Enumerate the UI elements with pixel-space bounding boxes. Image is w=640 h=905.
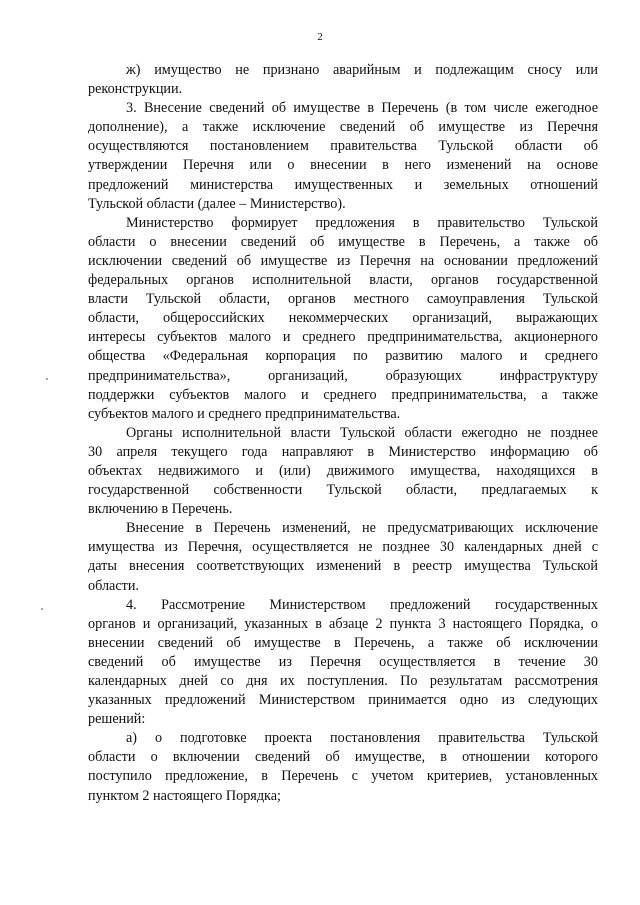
text-line: даты внесения соответствующих изменений в реестр имущества Тульской (88, 558, 598, 575)
text-line: области, общероссийских некоммерческих организаций, выражающих (88, 310, 598, 327)
text-line: поддержки субъектов малого и среднего предпринимательства, а также (88, 386, 598, 403)
text-line: а) о подготовке проекта постановления правительства Тульской (126, 730, 598, 747)
text-line: 3. Внесение сведений об имуществе в Перечень (в том числе ежегодное (126, 100, 598, 117)
text-line: утверждении Перечня или о внесении в него изменений на основе (88, 157, 598, 174)
text-line: осуществляются постановлением правительства Тульской области об (88, 138, 598, 155)
text-line: внесении сведений об имуществе в Перечень, а также об исключении (88, 634, 598, 651)
document-body (88, 61, 598, 806)
text-line: сведений об имуществе из Перечня осуществляется в течение 30 (88, 653, 598, 670)
paragraph (88, 99, 598, 214)
text-line: 4. Рассмотрение Министерством предложений государственных (126, 596, 598, 613)
paragraph (88, 519, 598, 595)
text-line: Министерство формирует предложения в правительство Тульской (126, 214, 598, 231)
paragraph (88, 596, 598, 730)
text-line: реконструкции. (88, 81, 183, 98)
paragraph (88, 729, 598, 805)
text-line: Тульской области (далее – Министерство). (88, 195, 346, 212)
text-line: власти Тульской области, органов местного самоуправления Тульской (88, 291, 598, 308)
text-line: предпринимательства», организаций, образующих инфраструктуру (88, 367, 598, 384)
text-line: области о внесении сведений об имуществе в Перечень, а также об (88, 233, 598, 250)
text-line: федеральных органов исполнительной власти, органов государственной (88, 272, 598, 289)
text-line: Органы исполнительной власти Тульской области ежегодно не позднее (126, 424, 598, 441)
text-line: общества «Федеральная корпорация по развитию малого и среднего (88, 348, 598, 365)
text-line: объектах недвижимого и (или) движимого имущества, находящихся в (88, 462, 598, 479)
text-line: государственной собственности Тульской области, предлагаемых к (88, 482, 598, 499)
text-line: включению в Перечень. (88, 501, 233, 518)
paragraph (88, 61, 598, 99)
paragraph (88, 214, 598, 424)
text-line: календарных дней со дня их поступления. По результатам рассмотрения (88, 673, 598, 689)
text-line: ж) имущество не признано аварийным и подлежащим сносу или (126, 62, 598, 78)
text-line: 30 апреля текущего года направляют в Министерство информацию об (88, 443, 598, 460)
text-line: решений: (88, 711, 146, 728)
paragraph (88, 424, 598, 519)
text-line: области. (88, 577, 139, 594)
text-line: пунктом 2 настоящего Порядка; (88, 787, 281, 804)
text-line: области о включении сведений об имуществе, в отношении которого (88, 749, 598, 766)
page-number: 2 (317, 31, 323, 43)
text-line: исключении сведений об имуществе из Перечня на основании предложений (88, 252, 598, 269)
text-line: поступило предложение, в Перечень с учетом критериев, установленных (88, 768, 598, 785)
text-line: имущества из Перечня, осуществляется не позднее 30 календарных дней с (88, 539, 598, 556)
text-line: интересы субъектов малого и среднего предпринимательства, акционерного (88, 329, 598, 346)
text-line: Внесение в Перечень изменений, не предусматривающих исключение (126, 520, 598, 537)
text-line: предложений министерства имущественных и земельных отношений (88, 176, 598, 193)
text-line: субъектов малого и среднего предпринимательства. (88, 405, 401, 422)
text-line: указанных предложений Министерством принимается одно из следующих (88, 692, 598, 709)
text-line: дополнение), а также исключение сведений об имуществе из Перечня (88, 119, 598, 136)
scan-artifact (46, 378, 48, 380)
text-line: органов и организаций, указанных в абзаце 2 пункта 3 настоящего Порядка, о (88, 615, 598, 632)
scan-artifact (41, 608, 43, 610)
